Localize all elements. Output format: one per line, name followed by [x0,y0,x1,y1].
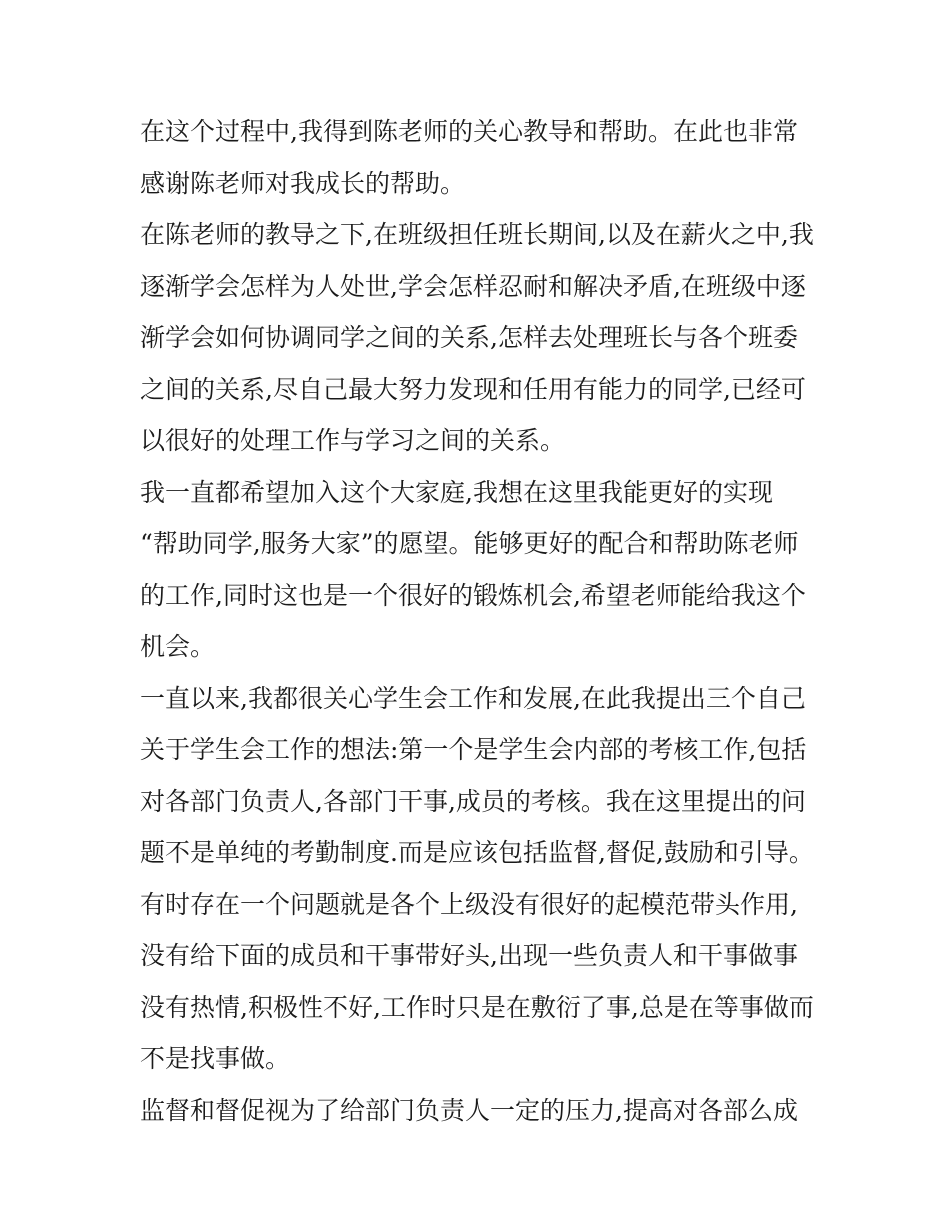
text-line: 不是找事做。 [140,1044,291,1073]
text-line: 渐学会如何协调同学之间的关系,怎样去处理班长与各个班委 [140,323,798,352]
text-line: 监督和督促视为了给部门负责人一定的压力,提高对各部么成 [140,1095,798,1125]
text-line: 对各部门负责人,各部门干事,成员的考核。我在这里提出的问 [140,786,806,816]
text-line: 我一直都希望加入这个大家庭,我想在这里我能更好的实现 [140,477,773,507]
text-line: 没有给下面的成员和干事带好头,出现一些负责人和干事做事 [140,941,798,970]
text-line: 一直以来,我都很关心学生会工作和发展,在此我提出三个自己 [140,683,806,713]
text-line: 关于学生会工作的想法:第一个是学生会内部的考核工作,包括 [140,735,807,764]
text-line: 机会。 [140,632,216,661]
text-line: “帮助同学,服务大家”的愿望。能够更好的配合和帮助陈老师 [140,529,799,558]
text-line: 感谢陈老师对我成长的帮助。 [140,168,466,198]
text-line: 之间的关系,尽自己最大努力发现和任用有能力的同学,已经可 [140,374,806,404]
text-line: 的工作,同时这也是一个很好的锻炼机会,希望老师能给我这个 [140,580,806,610]
text-line: 逐渐学会怎样为人处世,学会怎样忍耐和解决矛盾,在班级中逐 [140,271,806,301]
document-body [140,106,820,1136]
text-line: 有时存在一个问题就是各个上级没有很好的起模范带头作用, [140,889,798,919]
text-line: 在陈老师的教导之下,在班级担任班长期间,以及在薪火之中,我 [140,220,814,249]
text-line: 题不是单纯的考勤制度.而是应该包括监督,督促,鼓励和引导。 [140,838,814,867]
text-line: 以很好的处理工作与学习之间的关系。 [140,426,566,455]
text-line: 在这个过程中,我得到陈老师的关心教导和帮助。在此也非常 [140,117,798,146]
text-line: 没有热情,积极性不好,工作时只是在敷衍了事,总是在等事做而 [140,992,814,1022]
